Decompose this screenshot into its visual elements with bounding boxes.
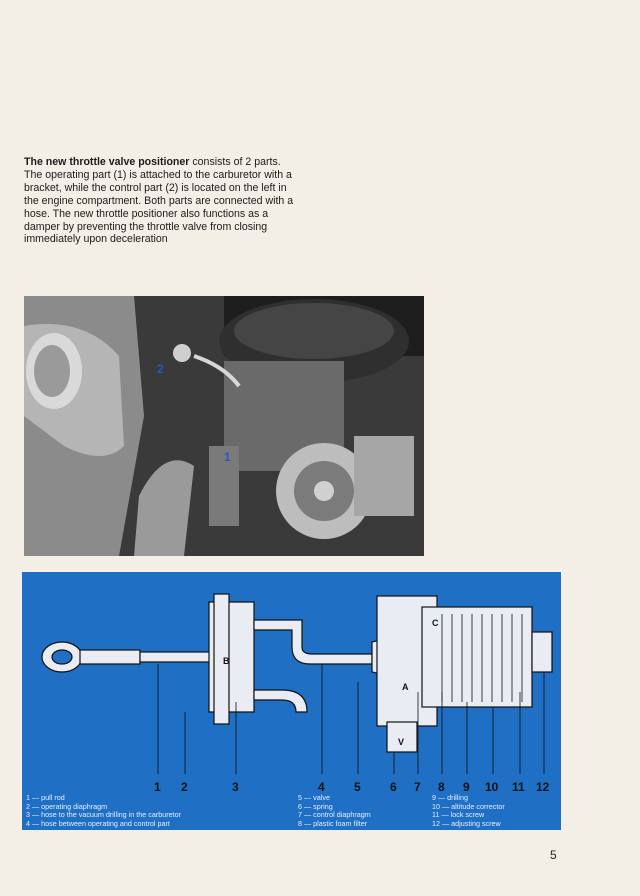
throttle-positioner-diagram xyxy=(22,572,561,830)
callout-9: 9 xyxy=(463,780,470,794)
callout-6: 6 xyxy=(390,780,397,794)
legend-item: 5 — valve xyxy=(298,793,330,802)
page-number: 5 xyxy=(550,848,557,862)
diagram-label-b: B xyxy=(223,656,230,666)
legend-col-1 xyxy=(26,794,181,828)
callout-5: 5 xyxy=(354,780,361,794)
diagram-panel xyxy=(22,572,561,830)
callout-3: 3 xyxy=(232,780,239,794)
callout-2: 2 xyxy=(181,780,188,794)
hose-upper xyxy=(254,620,372,664)
adjusting-screw xyxy=(532,632,552,672)
legend-item: 4 — hose between operating and control part xyxy=(26,818,170,828)
callout-10: 10 xyxy=(485,780,499,794)
intro-bold-lead: The new throttle valve positioner xyxy=(24,156,190,168)
legend-item: 11 — lock screw xyxy=(432,810,485,820)
diagram-label-a: A xyxy=(402,682,409,692)
legend-col-2 xyxy=(298,794,371,828)
callout-7: 7 xyxy=(414,780,421,794)
rod-thread xyxy=(140,652,210,662)
legend-item: 12 — adjusting screw xyxy=(432,818,501,828)
legend-item: 2 — operating diaphragm xyxy=(26,801,108,811)
callout-1: 1 xyxy=(154,780,161,794)
callout-4: 4 xyxy=(318,780,325,794)
legend-item: 7 — control diaphragm xyxy=(298,810,371,820)
legend-col-3 xyxy=(432,794,505,828)
pull-rod xyxy=(80,650,140,664)
diagram-label-c: C xyxy=(432,618,439,628)
photo-label-2: 2 xyxy=(157,362,164,376)
diagram-label-v: V xyxy=(398,737,405,747)
intro-body: consists of 2 parts. The operating part (1) is attached to the carburetor with a bracket, while the control part (2) is located on the left in the engine compartment. Both parts are connected with a hose. The new throttle positioner also functions as a damper by preventing the throttle valve from closing immediately upon deceleration xyxy=(24,156,294,246)
legend-item: 1 — pull rod xyxy=(26,793,65,802)
legend-item: 3 — hose to the vacuum drilling in the carburetor xyxy=(26,810,182,820)
engine-photo xyxy=(24,296,424,556)
hose-lower xyxy=(254,690,307,712)
legend-item: 6 — spring xyxy=(298,801,333,811)
intro-paragraph xyxy=(24,156,294,246)
legend-item: 10 — altitude corrector xyxy=(432,801,505,811)
callout-11: 11 xyxy=(512,780,525,794)
callout-12: 12 xyxy=(536,780,550,794)
legend-item: 8 — plastic foam filter xyxy=(298,818,368,828)
callout-8: 8 xyxy=(438,780,445,794)
legend-item: 9 — drilling xyxy=(432,793,468,802)
photo-label-1: 1 xyxy=(224,450,231,464)
